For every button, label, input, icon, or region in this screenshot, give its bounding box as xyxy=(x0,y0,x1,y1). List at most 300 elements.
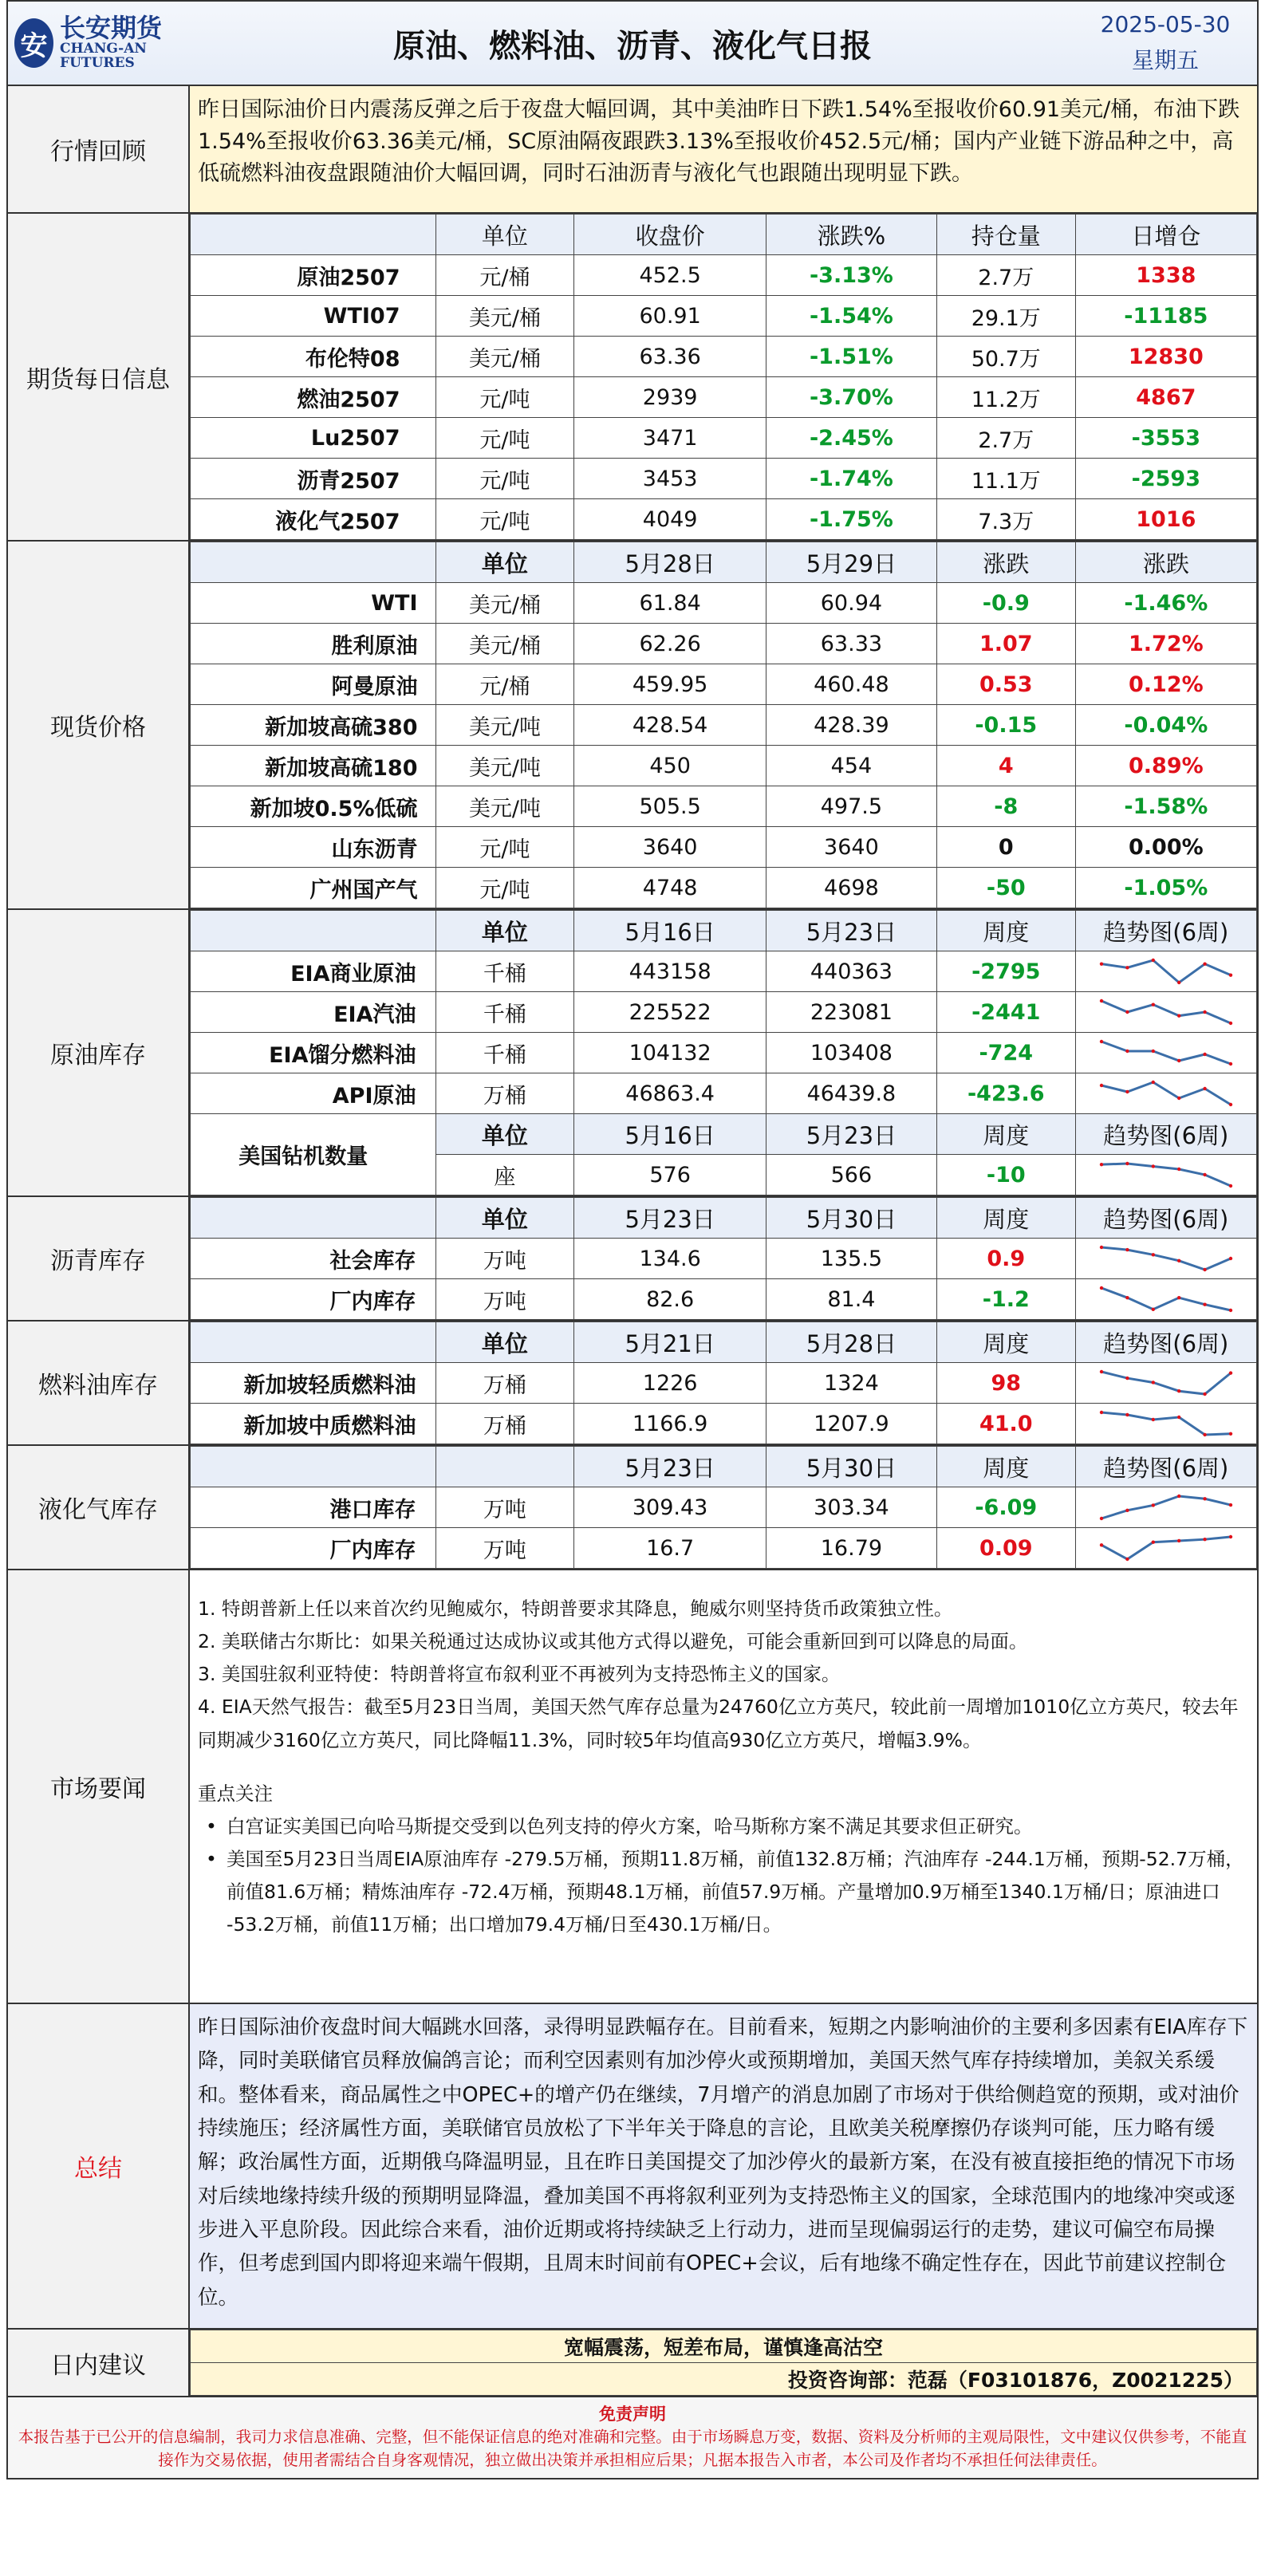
spot-name: 广州国产气 xyxy=(191,868,436,908)
header-cell: 5月23日 xyxy=(574,1447,766,1487)
news-item: 2. 美联储古尔斯比：如果关税通过达成协议或其他方式得以避免，可能会重新回到可以降息的局面。 xyxy=(198,1630,1028,1653)
price-day2: 428.39 xyxy=(766,705,936,746)
inventory-prev: 1226 xyxy=(574,1363,766,1404)
change-percent: -1.75% xyxy=(766,499,936,540)
news-item: 3. 美国驻叙利亚特使：特朗普将宣布叙利亚不再被列为支持恐怖主义的国家。 xyxy=(198,1663,841,1686)
focus-item: • 白宫证实美国已向哈马斯提交受到以色列支持的停火方案，哈马斯称方案不满足其要求但正研究。 xyxy=(215,1810,1251,1843)
price-day2: 4698 xyxy=(766,868,936,908)
unit-cell: 美元/桶 xyxy=(435,337,574,377)
futures-section xyxy=(6,212,1259,540)
header-cell: 5月23日 xyxy=(574,1198,766,1239)
trend-cell xyxy=(1075,1487,1256,1528)
contract-name: Lu2507 xyxy=(191,418,436,459)
price-change: 4 xyxy=(936,746,1075,786)
price-day1: 61.84 xyxy=(574,583,766,624)
inventory-latest: 1324 xyxy=(766,1363,936,1404)
change-percent: -3.13% xyxy=(766,255,936,296)
price-day1: 459.95 xyxy=(574,664,766,705)
trend-sparkline xyxy=(1098,1079,1234,1108)
trend-point xyxy=(1125,1248,1129,1251)
price-day2: 497.5 xyxy=(766,786,936,827)
weekly-change: -724 xyxy=(936,1033,1075,1073)
inventory-prev: 16.7 xyxy=(574,1528,766,1569)
unit-cell: 万吨 xyxy=(435,1239,574,1279)
price-change-percent: 0.89% xyxy=(1075,746,1256,786)
trend-line xyxy=(1101,1412,1231,1435)
trend-line xyxy=(1101,1372,1231,1394)
trend-line xyxy=(1101,960,1231,983)
fuel-oil-inventory-section xyxy=(6,1320,1259,1444)
spot-name: 山东沥青 xyxy=(191,827,436,868)
unit-cell: 座 xyxy=(435,1155,574,1195)
disclaimer-text: 本报告基于已公开的信息编制，我司力求信息准确、完整，但不能保证信息的绝对准确和完整。由于市场瞬息万变，数据、资料及分析师的主观局限性，文中建议仅供参考，不能直接作为交易依据，使用者需结合自身客观情况，独立做出决策并承担相应后果；凡据本报告入市者，本公司及作者均不承担任何法律责任。 xyxy=(18,2428,1247,2469)
contract-name: 原油2507 xyxy=(191,255,436,296)
header-cell: 周度 xyxy=(936,911,1075,951)
header-cell: 周度 xyxy=(936,1322,1075,1363)
spot-name: 阿曼原油 xyxy=(191,664,436,705)
unit-cell: 元/吨 xyxy=(435,377,574,418)
close-price: 3453 xyxy=(574,459,766,499)
table-row xyxy=(191,746,1257,786)
advice-table xyxy=(190,2330,1257,2396)
section-label: 沥青库存 xyxy=(8,1197,190,1320)
spot-name: 新加坡高硫180 xyxy=(191,746,436,786)
inventory-name: 社会库存 xyxy=(191,1239,436,1279)
date-block xyxy=(1074,2,1257,85)
report-page xyxy=(6,0,1259,2479)
trend-point xyxy=(1203,1268,1206,1271)
trend-point xyxy=(1100,962,1103,965)
table-row xyxy=(191,992,1257,1033)
change-percent: -3.70% xyxy=(766,377,936,418)
trend-point xyxy=(1151,1050,1154,1053)
trend-point xyxy=(1151,1381,1154,1384)
report-title: 原油、燃料油、沥青、液化气日报 xyxy=(393,27,872,65)
price-change-percent: -0.04% xyxy=(1075,705,1256,746)
trend-point xyxy=(1125,1296,1129,1299)
header-cell: 5月28日 xyxy=(574,542,766,583)
header-cell: 5月21日 xyxy=(574,1322,766,1363)
section-label: 期货每日信息 xyxy=(8,214,190,540)
price-day1: 428.54 xyxy=(574,705,766,746)
market-review-text: 昨日国际油价日内震荡反弹之后于夜盘大幅回调，其中美油昨日下跌1.54%至报收价60.91美元/桶，布油下跌1.54%至报收价63.36美元/桶，SC原油隔夜跟跌3.13%至报收价452.5元/桶；国内产业链下游品种之中，高低硫燃料油夜盘跟随油价大幅回调，同时石油沥青与液化气也跟随出现明显下跌。 xyxy=(190,86,1257,212)
section-label: 市场要闻 xyxy=(8,1570,190,2003)
header-cell: 日增仓 xyxy=(1075,215,1256,255)
report-date: 2025-05-30 xyxy=(1100,11,1231,38)
price-change: -8 xyxy=(936,786,1075,827)
weekly-change: -1.2 xyxy=(936,1279,1075,1320)
trend-point xyxy=(1125,1162,1129,1165)
price-change: 0 xyxy=(936,827,1075,868)
inventory-latest: 303.34 xyxy=(766,1487,936,1528)
trend-cell xyxy=(1075,1279,1256,1320)
company-logo xyxy=(8,2,191,85)
weekly-change: 98 xyxy=(936,1363,1075,1404)
disclaimer xyxy=(6,2397,1259,2479)
daily-position-change: -11185 xyxy=(1075,296,1256,337)
spot-price-section xyxy=(6,540,1259,908)
price-change: -0.9 xyxy=(936,583,1075,624)
inventory-prev: 443158 xyxy=(574,951,766,992)
table-header-row xyxy=(191,911,1257,951)
table-row xyxy=(191,1404,1257,1444)
trend-point xyxy=(1229,1432,1232,1436)
news-item: 1. 特朗普新上任以来首次约见鲍威尔，特朗普要求其降息，鲍威尔则坚持货币政策独立性。 xyxy=(198,1597,953,1620)
trend-point xyxy=(1177,1416,1180,1419)
inventory-name: 新加坡轻质燃料油 xyxy=(191,1363,436,1404)
unit-cell: 万桶 xyxy=(435,1404,574,1444)
header-cell: 周度 xyxy=(936,1114,1075,1155)
market-review-section xyxy=(6,85,1259,212)
trend-point xyxy=(1125,1050,1129,1053)
section-label: 燃料油库存 xyxy=(8,1321,190,1444)
inventory-latest: 440363 xyxy=(766,951,936,992)
trend-point xyxy=(1125,1010,1129,1014)
intraday-advice-section xyxy=(6,2328,1259,2397)
header-cell: 趋势图(6周) xyxy=(1075,1114,1256,1155)
header-cell: 单位 xyxy=(435,215,574,255)
change-percent: -2.45% xyxy=(766,418,936,459)
trend-point xyxy=(1229,1103,1232,1106)
table-row xyxy=(191,624,1257,664)
asphalt-inventory-section xyxy=(6,1195,1259,1320)
spot-name: 新加坡0.5%低硫 xyxy=(191,786,436,827)
header-cell: 周度 xyxy=(936,1198,1075,1239)
price-change-percent: -1.05% xyxy=(1075,868,1256,908)
table-row xyxy=(191,868,1257,908)
trend-point xyxy=(1229,1535,1232,1538)
table-header-row xyxy=(191,1322,1257,1363)
unit-cell: 万吨 xyxy=(435,1279,574,1320)
table-row xyxy=(191,296,1257,337)
weekly-change: -423.6 xyxy=(936,1073,1075,1114)
unit-cell: 元/吨 xyxy=(435,827,574,868)
price-change-percent: 0.12% xyxy=(1075,664,1256,705)
trend-point xyxy=(1203,1302,1206,1306)
price-change-percent: -1.58% xyxy=(1075,786,1256,827)
header-cell: 单位 xyxy=(435,911,574,951)
weekly-change: -2441 xyxy=(936,992,1075,1033)
trend-point xyxy=(1177,1389,1180,1392)
trend-point xyxy=(1125,1377,1129,1380)
price-day1: 62.26 xyxy=(574,624,766,664)
header-cell: 趋势图(6周) xyxy=(1075,1447,1256,1487)
price-change-percent: 0.00% xyxy=(1075,827,1256,868)
section-label: 行情回顾 xyxy=(8,86,190,212)
close-price: 2939 xyxy=(574,377,766,418)
disclaimer-title: 免责声明 xyxy=(599,2404,666,2424)
table-row xyxy=(191,827,1257,868)
trend-point xyxy=(1100,1084,1103,1087)
header-cell: 5月16日 xyxy=(574,911,766,951)
open-interest: 50.7万 xyxy=(936,337,1075,377)
unit-cell: 元/吨 xyxy=(435,868,574,908)
rig-prev: 576 xyxy=(574,1155,766,1195)
section-label: 液化气库存 xyxy=(8,1446,190,1569)
table-header-row xyxy=(191,1447,1257,1487)
price-day1: 505.5 xyxy=(574,786,766,827)
trend-sparkline xyxy=(1098,1369,1234,1397)
trend-point xyxy=(1229,1257,1232,1260)
trend-sparkline xyxy=(1098,1493,1234,1522)
price-day2: 60.94 xyxy=(766,583,936,624)
unit-cell: 千桶 xyxy=(435,1033,574,1073)
section-label: 日内建议 xyxy=(8,2330,190,2396)
trend-point xyxy=(1229,1184,1232,1188)
unit-cell: 元/吨 xyxy=(435,499,574,540)
inventory-prev: 225522 xyxy=(574,992,766,1033)
inventory-name: 厂内库存 xyxy=(191,1279,436,1320)
trend-point xyxy=(1125,1509,1129,1512)
advice-strategy: 宽幅震荡，短差布局，谨慎逢高沽空 xyxy=(191,2330,1257,2363)
inventory-prev: 46863.4 xyxy=(574,1073,766,1114)
table-row xyxy=(191,1487,1257,1528)
trend-line xyxy=(1101,1082,1231,1105)
trend-point xyxy=(1100,1543,1103,1546)
trend-point xyxy=(1100,1411,1103,1414)
unit-cell: 元/桶 xyxy=(435,664,574,705)
lpg-inventory-section xyxy=(6,1444,1259,1569)
header-cell: 5月23日 xyxy=(766,1114,936,1155)
unit-cell: 千桶 xyxy=(435,951,574,992)
header-cell: 趋势图(6周) xyxy=(1075,911,1256,951)
inventory-prev: 309.43 xyxy=(574,1487,766,1528)
table-row xyxy=(191,418,1257,459)
inventory-prev: 82.6 xyxy=(574,1279,766,1320)
table-row xyxy=(191,255,1257,296)
contract-name: WTI07 xyxy=(191,296,436,337)
weekly-change: -2795 xyxy=(936,951,1075,992)
trend-point xyxy=(1151,1503,1154,1507)
unit-cell: 万吨 xyxy=(435,1528,574,1569)
trend-point xyxy=(1100,1163,1103,1166)
crude-inventory-section xyxy=(6,908,1259,1195)
inventory-latest: 16.79 xyxy=(766,1528,936,1569)
trend-point xyxy=(1100,1246,1103,1249)
trend-point xyxy=(1203,1433,1206,1436)
market-news-content xyxy=(190,1570,1257,2003)
trend-point xyxy=(1203,1538,1206,1541)
table-row xyxy=(191,1528,1257,1569)
trend-sparkline xyxy=(1098,1285,1234,1314)
trend-point xyxy=(1151,1541,1154,1544)
trend-point xyxy=(1151,1308,1154,1311)
trend-line xyxy=(1101,1164,1231,1186)
header-cell: 趋势图(6周) xyxy=(1075,1322,1256,1363)
table-row xyxy=(191,583,1257,624)
trend-cell xyxy=(1075,1404,1256,1444)
open-interest: 2.7万 xyxy=(936,255,1075,296)
open-interest: 11.2万 xyxy=(936,377,1075,418)
open-interest: 7.3万 xyxy=(936,499,1075,540)
close-price: 452.5 xyxy=(574,255,766,296)
inventory-name: EIA馏分燃料油 xyxy=(191,1033,436,1073)
trend-sparkline xyxy=(1098,1409,1234,1438)
unit-cell: 元/桶 xyxy=(435,255,574,296)
trend-point xyxy=(1125,966,1129,969)
crude-inventory-table xyxy=(190,910,1257,1195)
news-item: 4. EIA天然气报告：截至5月23日当周，美国天然气库存总量为24760亿立方英尺，较此前一周增加1010亿立方英尺，较去年同期减少3160亿立方英尺，同比降幅11.3%，同时较5年均值高930亿立方英尺，增幅3.9%。 xyxy=(198,1696,1239,1751)
table-row xyxy=(191,951,1257,992)
daily-position-change: -2593 xyxy=(1075,459,1256,499)
table-row xyxy=(191,459,1257,499)
weekly-change: 0.9 xyxy=(936,1239,1075,1279)
trend-cell xyxy=(1075,1155,1256,1195)
header-cell: 5月23日 xyxy=(766,911,936,951)
trend-cell xyxy=(1075,1073,1256,1114)
price-change: -50 xyxy=(936,868,1075,908)
fuel-oil-inventory-table xyxy=(190,1321,1257,1444)
price-day1: 3640 xyxy=(574,827,766,868)
price-day2: 454 xyxy=(766,746,936,786)
price-change-percent: 1.72% xyxy=(1075,624,1256,664)
header-cell: 趋势图(6周) xyxy=(1075,1198,1256,1239)
trend-cell xyxy=(1075,1239,1256,1279)
unit-cell: 元/吨 xyxy=(435,418,574,459)
price-change: -0.15 xyxy=(936,705,1075,746)
header-cell: 涨跌% xyxy=(766,215,936,255)
logo-text xyxy=(60,15,191,70)
trend-point xyxy=(1125,1090,1129,1093)
price-day1: 450 xyxy=(574,746,766,786)
trend-point xyxy=(1203,1087,1206,1090)
table-row xyxy=(191,499,1257,540)
trend-point xyxy=(1125,1413,1129,1416)
rig-header-row xyxy=(191,1114,1257,1155)
trend-point xyxy=(1229,1309,1232,1312)
inventory-latest: 1207.9 xyxy=(766,1404,936,1444)
trend-point xyxy=(1100,999,1103,1002)
trend-point xyxy=(1151,1081,1154,1084)
contract-name: 布伦特08 xyxy=(191,337,436,377)
unit-cell: 元/吨 xyxy=(435,459,574,499)
trend-cell xyxy=(1075,992,1256,1033)
spot-name: WTI xyxy=(191,583,436,624)
futures-table xyxy=(190,214,1257,540)
header-cell xyxy=(191,1447,436,1487)
inventory-name: API原油 xyxy=(191,1073,436,1114)
focus-item: • 美国至5月23日当周EIA原油库存 -279.5万桶，预期11.8万桶，前值132.8万桶；汽油库存 -244.1万桶，预期-52.7万桶，前值81.6万桶；精炼油库存 -72.4万桶，预期48.1万桶，前值57.9万桶。产量增加0.9万桶至1340.1万桶/日；原油进口 -53.2万桶，前值11万桶；出口增加79.4万桶/日至430.1万桶/日。 xyxy=(215,1843,1251,1941)
trend-point xyxy=(1100,1370,1103,1373)
header-cell: 5月30日 xyxy=(766,1198,936,1239)
trend-cell xyxy=(1075,1528,1256,1569)
asphalt-inventory-table xyxy=(190,1197,1257,1320)
section-label: 总结 xyxy=(8,2004,190,2328)
daily-position-change: 1016 xyxy=(1075,499,1256,540)
unit-cell: 万吨 xyxy=(435,1487,574,1528)
table-row xyxy=(191,377,1257,418)
trend-point xyxy=(1177,1059,1180,1062)
trend-point xyxy=(1203,962,1206,965)
trend-point xyxy=(1203,1173,1206,1176)
header-cell: 5月16日 xyxy=(574,1114,766,1155)
weekly-change: 0.09 xyxy=(936,1528,1075,1569)
unit-cell: 美元/桶 xyxy=(435,296,574,337)
trend-cell xyxy=(1075,951,1256,992)
summary-text: 昨日国际油价夜盘时间大幅跳水回落，录得明显跌幅存在。目前看来，短期之内影响油价的主要利多因素有EIA库存下降，同时美联储官员释放偏鸽言论；而利空因素则有加沙停火或预期增加，美国天然气库存持续增加，美叙关系缓和。整体看来，商品属性之中OPEC+的增产仍在继续，7月增产的消息加剧了市场对于供给侧趋宽的预期，或对油价持续施压；经济属性方面，美联储官员放松了下半年关于降息的言论，且欧美关税摩擦仍存谈判可能，压力略有缓解；政治属性方面，近期俄乌降温明显，且在昨日美国提交了加沙停火的最新方案，在没有被直接拒绝的情况下市场对后续地缘持续升级的预期明显降温，叠加美国不再将叙利亚列为支持恐怖主义的国家，全球范围内的地缘冲突或逐步进入平息阶段。因此综合来看，油价近期或将持续缺乏上行动力，进而呈现偏弱运行的走势，建议可偏空布局操作，但考虑到国内即将迎来端午假期，且周末时间前有OPEC+会议，后有地缘不确定性存在，因此节前建议控制仓位。 xyxy=(190,2004,1257,2328)
inventory-name: EIA汽油 xyxy=(191,992,436,1033)
inventory-prev: 104132 xyxy=(574,1033,766,1073)
logo-emblem-icon: 安 xyxy=(14,18,53,68)
header-cell xyxy=(191,911,436,951)
trend-point xyxy=(1151,959,1154,962)
header-cell: 单位 xyxy=(435,542,574,583)
table-row xyxy=(191,1363,1257,1404)
unit-cell: 千桶 xyxy=(435,992,574,1033)
unit-cell: 美元/吨 xyxy=(435,786,574,827)
trend-point xyxy=(1203,1053,1206,1056)
header-cell: 5月28日 xyxy=(766,1322,936,1363)
price-day2: 63.33 xyxy=(766,624,936,664)
trend-sparkline xyxy=(1098,1244,1234,1273)
change-percent: -1.51% xyxy=(766,337,936,377)
trend-cell xyxy=(1075,1033,1256,1073)
logo-cn: 长安期货 xyxy=(60,13,163,44)
daily-position-change: 1338 xyxy=(1075,255,1256,296)
header-cell xyxy=(191,542,436,583)
spot-name: 胜利原油 xyxy=(191,624,436,664)
trend-point xyxy=(1151,1418,1154,1421)
rig-count-name: 美国钻机数量 xyxy=(191,1114,436,1195)
unit-cell: 万桶 xyxy=(435,1363,574,1404)
table-row xyxy=(191,1073,1257,1114)
inventory-latest: 81.4 xyxy=(766,1279,936,1320)
price-day2: 460.48 xyxy=(766,664,936,705)
trend-sparkline xyxy=(1098,1038,1234,1067)
price-day2: 3640 xyxy=(766,827,936,868)
open-interest: 11.1万 xyxy=(936,459,1075,499)
contract-name: 燃油2507 xyxy=(191,377,436,418)
trend-point xyxy=(1177,1539,1180,1542)
trend-point xyxy=(1151,1253,1154,1256)
focus-list xyxy=(198,1810,1251,1942)
header-cell: 单位 xyxy=(435,1322,574,1363)
header-cell: 单位 xyxy=(435,1198,574,1239)
header-cell: 周度 xyxy=(936,1447,1075,1487)
daily-position-change: 4867 xyxy=(1075,377,1256,418)
unit-cell: 美元/桶 xyxy=(435,624,574,664)
trend-point xyxy=(1229,1371,1232,1374)
price-day1: 4748 xyxy=(574,868,766,908)
trend-point xyxy=(1203,1392,1206,1396)
unit-cell: 万桶 xyxy=(435,1073,574,1114)
header-cell xyxy=(435,1447,574,1487)
header-cell xyxy=(191,1322,436,1363)
table-row xyxy=(191,1239,1257,1279)
trend-point xyxy=(1177,1259,1180,1262)
report-weekday: 星期五 xyxy=(1131,47,1199,73)
trend-cell xyxy=(1075,1363,1256,1404)
table-row xyxy=(191,786,1257,827)
trend-line xyxy=(1101,1288,1231,1310)
trend-point xyxy=(1229,1062,1232,1065)
table-row xyxy=(191,705,1257,746)
trend-point xyxy=(1203,1497,1206,1500)
inventory-prev: 134.6 xyxy=(574,1239,766,1279)
table-header-row xyxy=(191,542,1257,583)
trend-point xyxy=(1100,1517,1103,1520)
market-news-section xyxy=(6,1569,1259,2003)
daily-position-change: 12830 xyxy=(1075,337,1256,377)
trend-point xyxy=(1177,1097,1180,1100)
inventory-latest: 135.5 xyxy=(766,1239,936,1279)
open-interest: 2.7万 xyxy=(936,418,1075,459)
trend-line xyxy=(1101,1042,1231,1064)
header-cell xyxy=(191,1198,436,1239)
table-row xyxy=(191,1033,1257,1073)
trend-point xyxy=(1100,1286,1103,1290)
price-change: 0.53 xyxy=(936,664,1075,705)
